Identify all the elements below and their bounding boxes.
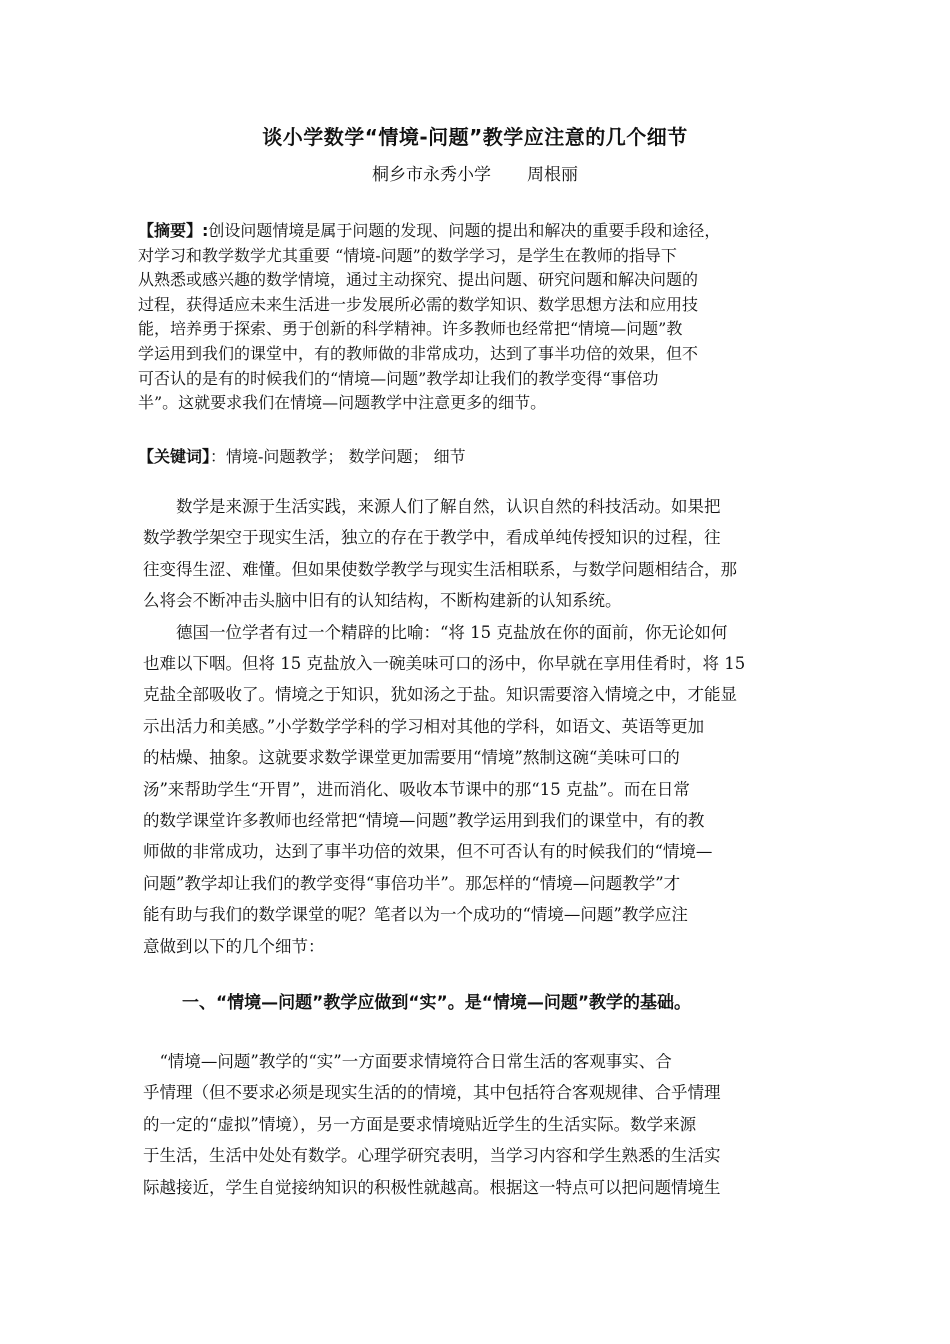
keywords-label: 【关键词】 — [138, 447, 211, 466]
body-line: 往变得生涩、难懂。但如果使数学教学与现实生活相联系，与数学问题相结合，那 — [143, 559, 737, 579]
abstract-line: 半”。这就要求我们在情境—问题教学中注意更多的细节。 — [138, 393, 547, 413]
article-title: 谈小学数学“情境-问题”教学应注意的几个细节 — [262, 125, 688, 149]
abstract-line: 可否认的是有的时候我们的“情境—问题”教学却让我们的教学变得“事倍功 — [138, 368, 659, 388]
body-line: “情境—问题”教学的“实”一方面要求情境符合日常生活的客观事实、合 — [143, 1052, 672, 1071]
body-line: 能有助与我们的数学课堂的呢？笔者以为一个成功的“情境—问题”教学应注 — [143, 905, 688, 925]
abstract-line: 对学习和教学数学尤其重要 “情境-问题”的数学学习，是学生在教师的指导下 — [138, 245, 677, 265]
body-line: 示出活力和美感。”小学数学学科的学习相对其他的学科，如语文、英语等更加 — [143, 716, 705, 736]
abstract-line: 学运用到我们的课堂中，有的教师做的非常成功，达到了事半功倍的效果，但不 — [138, 343, 699, 363]
body-line: 么将会不断冲击头脑中旧有的认知结构，不断构建新的认知系统。 — [143, 591, 622, 611]
body-text — [143, 491, 813, 962]
body-line: 德国一位学者有过一个精辟的比喻：“将 15 克盐放在你的面前，你无论如何 — [143, 622, 728, 642]
section-heading: 一、“情境—问题”教学应做到“实”。是“情境—问题”教学的基础。 — [182, 993, 692, 1013]
body-line: 的数学课堂许多教师也经常把“情境—问题”教学运用到我们的课堂中，有的教 — [143, 811, 705, 831]
body-line: 数学教学架空于现实生活，独立的存在于教学中，看成单纯传授知识的过程，往 — [143, 528, 721, 548]
body-line: 际越接近，学生自觉接纳知识的积极性就越高。根据这一特点可以把问题情境生 — [143, 1177, 721, 1197]
abstract-label: 【摘要】: — [138, 221, 209, 240]
author-line — [0, 160, 950, 185]
abstract — [138, 219, 818, 416]
body-line: 师做的非常成功，达到了事半功倍的效果，但不可否认有的时候我们的“情境— — [143, 842, 713, 862]
body-line: 克盐全部吸收了。情境之于知识，犹如汤之于盐。知识需要溶入情境之中，才能显 — [143, 685, 737, 705]
author-name: 周根丽 — [527, 165, 578, 185]
abstract-line: 【摘要】:创设问题情境是属于问题的发现、问题的提出和解决的重要手段和途径， — [138, 221, 721, 240]
body-line: 的一定的“虚拟”情境），另一方面是要求情境贴近学生的生活实际。数学来源 — [143, 1114, 697, 1134]
body-line: 于生活，生活中处处有数学。心理学研究表明，当学习内容和学生熟悉的生活实 — [143, 1146, 721, 1166]
body-line: 也难以下咽。但将 15 克盐放入一碗美味可口的汤中，你早就在享用佳肴时，将 15 — [143, 654, 746, 674]
body-line: 汤”来帮助学生“开胃”，进而消化、吸收本节课中的那“15 克盐”。而在日常 — [143, 779, 690, 799]
section-body — [143, 1046, 813, 1203]
keywords — [138, 444, 466, 467]
abstract-line: 过程，获得适应未来生活进一步发展所必需的数学知识、数学思想方法和应用技 — [138, 294, 699, 314]
body-line: 乎情理（但不要求必须是现实生活的的情境，其中包括符合客观规律、合乎情理 — [143, 1083, 721, 1103]
body-line: 意做到以下的几个细节： — [143, 936, 325, 956]
author-school: 桐乡市永秀小学 — [372, 165, 491, 185]
abstract-line: 能，培养勇于探索、勇于创新的科学精神。许多教师也经常把“情境—问题”教 — [138, 319, 683, 339]
body-line: 数学是来源于生活实践，来源人们了解自然，认识自然的科技活动。如果把 — [143, 497, 721, 516]
body-line: 的枯燥、抽象。这就要求数学课堂更加需要用“情境”熬制这碗“美味可口的 — [143, 748, 680, 768]
keywords-text: ：情境-问题教学； 数学问题； 细节 — [210, 447, 466, 466]
body-line: 问题”教学却让我们的教学变得“事倍功半”。那怎样的“情境—问题教学”才 — [143, 873, 681, 893]
abstract-line: 从熟悉或感兴趣的数学情境，通过主动探究、提出问题、研究问题和解决问题的 — [138, 270, 699, 290]
